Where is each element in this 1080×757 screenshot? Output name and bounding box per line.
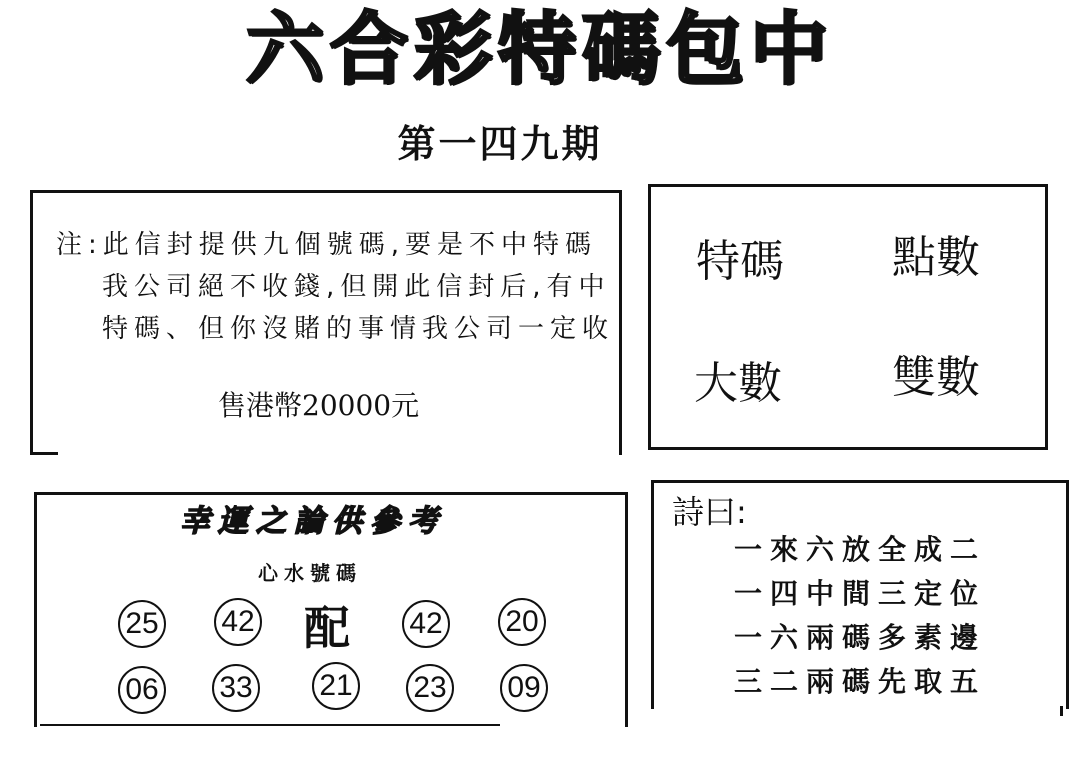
stat-special-number: 特碼 <box>696 236 784 287</box>
poem-line-1: 一來六放全成二 <box>734 533 987 566</box>
number-ball: 42 <box>214 598 262 646</box>
number-ball: 25 <box>118 600 166 648</box>
page-title: 六合彩特碼包中 <box>245 5 834 95</box>
stat-points: 點數 <box>892 232 980 283</box>
number-ball: 06 <box>118 666 166 714</box>
lucky-title: 幸運之論供參考 <box>180 504 446 539</box>
number-ball: 23 <box>406 664 454 712</box>
number-ball: 33 <box>212 664 260 712</box>
stat-big-number: 大數 <box>694 358 782 409</box>
pair-label: 配 <box>304 601 350 655</box>
note-line-1: 注:此信封提供九個號碼,要是不中特碼 <box>56 230 598 260</box>
lucky-box-baseline <box>40 724 500 726</box>
number-ball: 21 <box>312 662 360 710</box>
number-ball: 09 <box>500 664 548 712</box>
price-label: 售港幣20000元 <box>218 389 420 422</box>
poem-line-4: 三二兩碼先取五 <box>734 665 987 698</box>
note-line-3: 特碼、但你沒賭的事情我公司一定收 <box>102 314 615 344</box>
note-box-divider <box>30 452 58 455</box>
poem-box-edge <box>1060 706 1063 716</box>
number-ball: 42 <box>402 600 450 648</box>
lucky-subtitle: 心水號碼 <box>258 561 362 585</box>
poem-heading: 詩曰: <box>672 493 747 531</box>
stat-even-number: 雙數 <box>892 352 980 403</box>
poem-line-2: 一四中間三定位 <box>734 577 987 610</box>
poem-line-3: 一六兩碼多素邊 <box>734 621 987 654</box>
note-line-2: 我公司絕不收錢,但開此信封后,有中 <box>102 272 611 302</box>
issue-number: 第一四九期 <box>397 121 603 166</box>
number-ball: 20 <box>498 598 546 646</box>
